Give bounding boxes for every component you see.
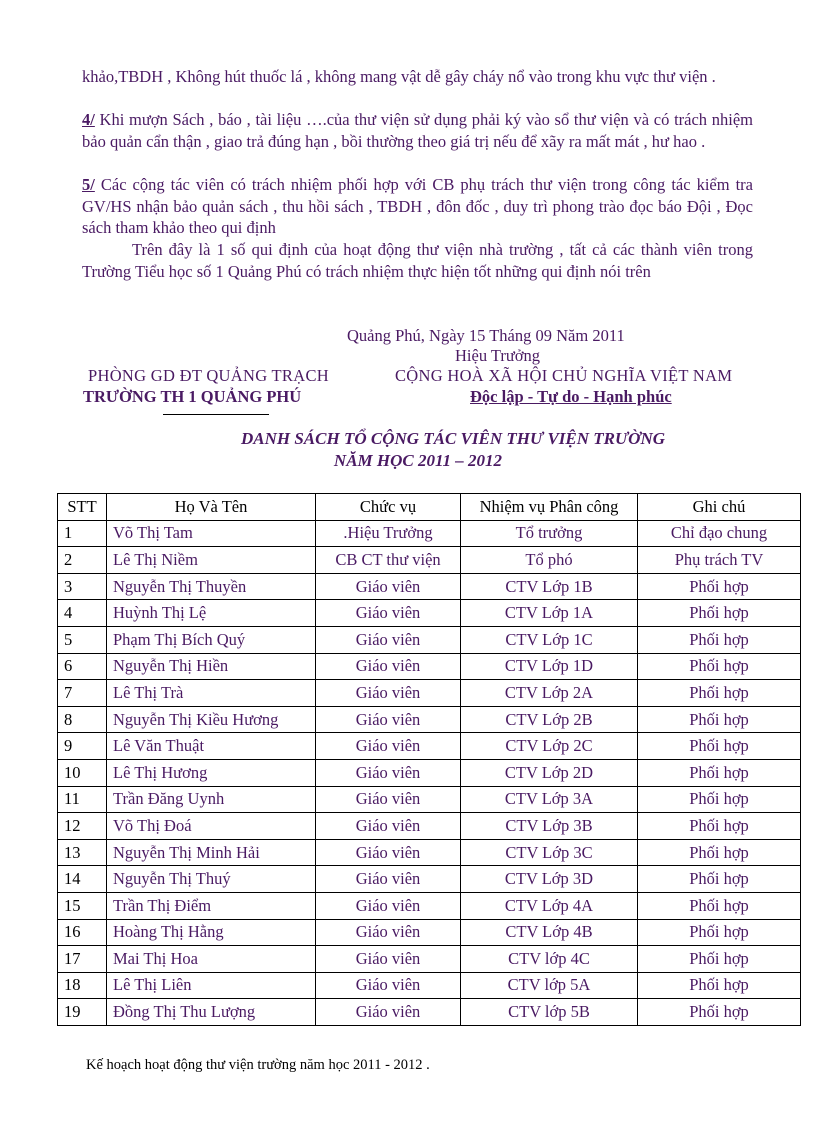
paragraph-text: Các cộng tác viên có trách nhiệm phối hợp với CB phụ trách thư viện trong công tác kiểm tra GV/HS nhận bảo quản sách , thu hồi sách , TBDH , đôn đốc , duy trì phong trào đọc báo Đội , Đọc sách tham khảo theo qui định <box>82 175 753 238</box>
cell-note: Phối hợp <box>638 680 801 707</box>
cell-note: Phối hợp <box>638 706 801 733</box>
table-row <box>58 706 801 733</box>
school-name: TRƯỜNG TH 1 QUẢNG PHÚ <box>83 387 302 406</box>
cell-name: Hoàng Thị Hằng <box>107 919 316 946</box>
table-row <box>58 547 801 574</box>
cell-assignment: CTV Lớp 2B <box>461 706 638 733</box>
cell-assignment: Tổ trưởng <box>461 520 638 547</box>
cell-assignment: CTV Lớp 4A <box>461 892 638 919</box>
table-row <box>58 759 801 786</box>
cell-position: Giáo viên <box>316 786 461 813</box>
cell-name: Lê Văn Thuật <box>107 733 316 760</box>
cell-name: Lê Thị Niềm <box>107 547 316 574</box>
cell-position: Giáo viên <box>316 653 461 680</box>
cell-assignment: CTV Lớp 3D <box>461 866 638 893</box>
cell-assignment: CTV Lớp 3B <box>461 813 638 840</box>
cell-position: Giáo viên <box>316 839 461 866</box>
header-position: Chức vụ <box>316 494 461 521</box>
cell-position: Giáo viên <box>316 999 461 1026</box>
cell-stt: 5 <box>58 626 107 653</box>
department-name: PHÒNG GD ĐT QUẢNG TRẠCH <box>88 366 329 385</box>
cell-name: Võ Thị Đoá <box>107 813 316 840</box>
cell-position: Giáo viên <box>316 813 461 840</box>
cell-note: Phối hợp <box>638 626 801 653</box>
cell-note: Phối hợp <box>638 972 801 999</box>
cell-stt: 4 <box>58 600 107 627</box>
paragraph-closing <box>82 239 753 282</box>
table-row <box>58 999 801 1026</box>
cell-position: Giáo viên <box>316 733 461 760</box>
cell-stt: 8 <box>58 706 107 733</box>
table-header-row <box>58 494 801 521</box>
cell-name: Nguyễn Thị Thuý <box>107 866 316 893</box>
cell-stt: 15 <box>58 892 107 919</box>
cell-name: Lê Thị Trà <box>107 680 316 707</box>
table-row <box>58 653 801 680</box>
paragraph-rule-5 <box>82 174 753 239</box>
cell-position: CB CT thư viện <box>316 547 461 574</box>
cell-stt: 7 <box>58 680 107 707</box>
cell-assignment: CTV Lớp 2C <box>461 733 638 760</box>
table-row <box>58 600 801 627</box>
paragraph-continued <box>82 66 753 88</box>
cell-name: Nguyễn Thị Minh Hải <box>107 839 316 866</box>
paragraph-rule-4 <box>82 109 753 152</box>
cell-stt: 9 <box>58 733 107 760</box>
cell-note: Phối hợp <box>638 919 801 946</box>
table-row <box>58 626 801 653</box>
cell-stt: 16 <box>58 919 107 946</box>
cell-note: Phối hợp <box>638 653 801 680</box>
cell-stt: 1 <box>58 520 107 547</box>
cell-name: Đồng Thị Thu Lượng <box>107 999 316 1026</box>
table-row <box>58 520 801 547</box>
cell-note: Phụ trách TV <box>638 547 801 574</box>
cell-assignment: CTV Lớp 3C <box>461 839 638 866</box>
cell-note: Phối hợp <box>638 759 801 786</box>
cell-name: Nguyễn Thị Kiều Hương <box>107 706 316 733</box>
cell-note: Phối hợp <box>638 999 801 1026</box>
cell-position: Giáo viên <box>316 866 461 893</box>
cell-position: Giáo viên <box>316 706 461 733</box>
cell-position: Giáo viên <box>316 600 461 627</box>
cell-assignment: CTV lớp 5A <box>461 972 638 999</box>
cell-assignment: CTV Lớp 3A <box>461 786 638 813</box>
table-row <box>58 972 801 999</box>
cell-name: Huỳnh Thị Lệ <box>107 600 316 627</box>
cell-assignment: CTV Lớp 1C <box>461 626 638 653</box>
cell-name: Võ Thị Tam <box>107 520 316 547</box>
cell-assignment: CTV Lớp 2D <box>461 759 638 786</box>
cell-position: .Hiệu Trưởng <box>316 520 461 547</box>
roster-table <box>57 493 801 1026</box>
cell-stt: 10 <box>58 759 107 786</box>
table-row <box>58 946 801 973</box>
cell-position: Giáo viên <box>316 759 461 786</box>
cell-assignment: CTV Lớp 1B <box>461 573 638 600</box>
header-name: Họ Và Tên <box>107 494 316 521</box>
signature-position: Hiệu Trưởng <box>455 346 541 365</box>
cell-stt: 12 <box>58 813 107 840</box>
list-subtitle: NĂM HỌC 2011 – 2012 <box>333 451 503 470</box>
cell-assignment: Tổ phó <box>461 547 638 574</box>
table-row <box>58 573 801 600</box>
cell-name: Nguyễn Thị Hiền <box>107 653 316 680</box>
cell-stt: 13 <box>58 839 107 866</box>
cell-position: Giáo viên <box>316 680 461 707</box>
table-row <box>58 786 801 813</box>
cell-position: Giáo viên <box>316 946 461 973</box>
list-title: DANH SÁCH TỔ CỘNG TÁC VIÊN THƯ VIỆN TRƯỜNG <box>240 429 665 448</box>
header-assignment: Nhiệm vụ Phân công <box>461 494 638 521</box>
table-row <box>58 813 801 840</box>
cell-position: Giáo viên <box>316 892 461 919</box>
table-row <box>58 839 801 866</box>
footer-note: Kế hoạch hoạt động thư viện trường năm học 2011 - 2012 . <box>86 1057 430 1073</box>
cell-name: Nguyễn Thị Thuyền <box>107 573 316 600</box>
cell-stt: 6 <box>58 653 107 680</box>
table-row <box>58 733 801 760</box>
cell-stt: 19 <box>58 999 107 1026</box>
cell-note: Chỉ đạo chung <box>638 520 801 547</box>
cell-position: Giáo viên <box>316 972 461 999</box>
cell-assignment: CTV Lớp 1D <box>461 653 638 680</box>
cell-note: Phối hợp <box>638 600 801 627</box>
cell-assignment: CTV lớp 4C <box>461 946 638 973</box>
cell-name: Trần Đăng Uynh <box>107 786 316 813</box>
cell-assignment: CTV Lớp 4B <box>461 919 638 946</box>
cell-note: Phối hợp <box>638 892 801 919</box>
paragraph-text: Khi mượn Sách , báo , tài liệu ….của thư viện sử dụng phải ký vào sổ thư viện và có trách nhiệm bảo quản cẩn thận , giao trả đúng hạn , bồi thường theo giá trị nếu để xãy ra mất mát , hư hao . <box>82 110 753 151</box>
cell-stt: 17 <box>58 946 107 973</box>
cell-position: Giáo viên <box>316 626 461 653</box>
cell-name: Trần Thị Điểm <box>107 892 316 919</box>
rule-number: 4/ <box>82 110 95 129</box>
cell-note: Phối hợp <box>638 839 801 866</box>
cell-name: Mai Thị Hoa <box>107 946 316 973</box>
cell-note: Phối hợp <box>638 866 801 893</box>
table-row <box>58 919 801 946</box>
cell-position: Giáo viên <box>316 573 461 600</box>
cell-stt: 11 <box>58 786 107 813</box>
cell-stt: 18 <box>58 972 107 999</box>
cell-position: Giáo viên <box>316 919 461 946</box>
cell-note: Phối hợp <box>638 946 801 973</box>
cell-note: Phối hợp <box>638 733 801 760</box>
cell-stt: 3 <box>58 573 107 600</box>
header-divider <box>163 414 269 415</box>
cell-assignment: CTV Lớp 1A <box>461 600 638 627</box>
table-body <box>58 520 801 1025</box>
place-date: Quảng Phú, Ngày 15 Tháng 09 Năm 2011 <box>347 326 625 345</box>
country-name: CỘNG HOÀ XÃ HỘI CHỦ NGHĨA VIỆT NAM <box>395 366 733 385</box>
paragraph-text: Trên đây là 1 số qui định của hoạt động thư viện nhà trường , tất cả các thành viên trong Trường Tiểu học số 1 Quảng Phú có trách nhiệm thực hiện tốt những qui định nói trên <box>82 240 753 281</box>
cell-assignment: CTV Lớp 2A <box>461 680 638 707</box>
paragraph-text: khảo,TBDH , Không hút thuốc lá , không mang vật dễ gây cháy nổ vào trong khu vực thư viện . <box>82 67 716 86</box>
header-stt: STT <box>58 494 107 521</box>
rule-number: 5/ <box>82 175 95 194</box>
cell-note: Phối hợp <box>638 813 801 840</box>
table-row <box>58 866 801 893</box>
cell-assignment: CTV lớp 5B <box>461 999 638 1026</box>
cell-stt: 2 <box>58 547 107 574</box>
national-motto: Độc lập - Tự do - Hạnh phúc <box>470 387 672 406</box>
header-note: Ghi chú <box>638 494 801 521</box>
table-row <box>58 680 801 707</box>
cell-name: Lê Thị Liên <box>107 972 316 999</box>
cell-name: Lê Thị Hương <box>107 759 316 786</box>
cell-note: Phối hợp <box>638 786 801 813</box>
cell-stt: 14 <box>58 866 107 893</box>
cell-note: Phối hợp <box>638 573 801 600</box>
table-row <box>58 892 801 919</box>
cell-name: Phạm Thị Bích Quý <box>107 626 316 653</box>
